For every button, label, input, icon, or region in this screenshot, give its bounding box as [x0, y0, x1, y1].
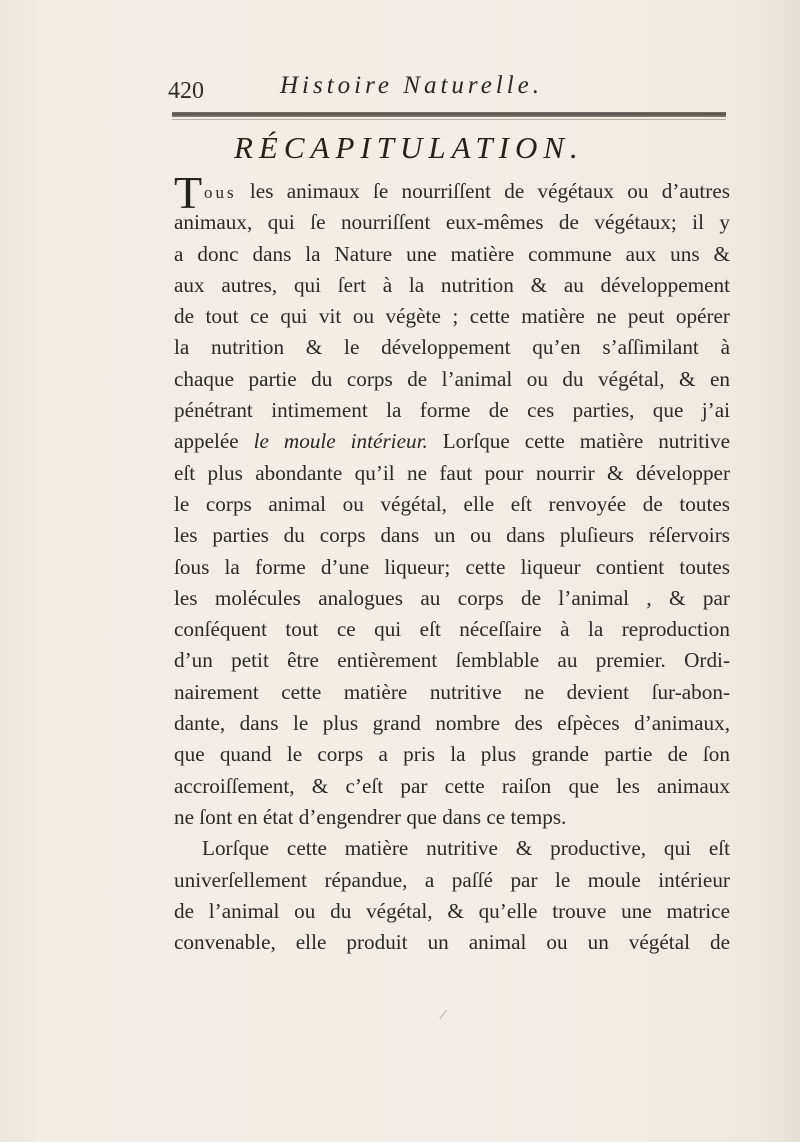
text-line: a donc dans la Nature une matière commune aux uns &	[174, 241, 730, 266]
body-text	[174, 176, 730, 958]
header-rule	[172, 112, 726, 117]
drop-cap: T	[174, 167, 203, 218]
section-title: RÉCAPITULATION.	[234, 130, 584, 165]
text-line: animaux, qui ſe nourriſſent eux-mêmes de végétaux; il y	[174, 210, 730, 235]
text-line: eſt plus abondante qu’il ne faut pour nourrir & développer	[174, 460, 730, 485]
text-line: de l’animal ou du végétal, & qu’elle trouve une matrice	[174, 898, 730, 923]
page-number: 420	[168, 78, 204, 104]
text-line: ous les animaux ſe nourriſſent de végétaux ou d’autres	[204, 179, 730, 203]
text-line: les molécules analogues au corps de l’animal , & par	[174, 585, 730, 610]
text-line: de tout ce qui vit ou végète ; cette matière ne peut opérer	[174, 304, 730, 329]
footer-mark: ⁄	[442, 1008, 445, 1023]
text-line: convenable, elle produit un animal ou un végétal de	[174, 930, 730, 955]
text-line: le corps animal ou végétal, elle eſt renvoyée de toutes	[174, 491, 730, 516]
text-line: dante, dans le plus grand nombre des eſpèces d’animaux,	[174, 711, 730, 736]
text-line: aux autres, qui ſert à la nutrition & au développement	[174, 272, 730, 297]
drop-cap-continuation: ous	[204, 183, 237, 202]
page-header	[168, 72, 728, 112]
text-line: conſéquent tout ce qui eſt néceſſaire à la reproduction	[174, 617, 730, 642]
text-line: la nutrition & le développement qu’en s’aſſimilant à	[174, 335, 730, 360]
text-line: accroiſſement, & c’eſt par cette raiſon que les animaux	[174, 773, 730, 798]
text-line: les parties du corps dans un ou dans pluſieurs réſervoirs	[174, 523, 730, 548]
text-line: que quand le corps a pris la plus grande partie de ſon	[174, 742, 730, 767]
text-line: univerſellement répandue, a paſſé par le moule intérieur	[174, 867, 730, 892]
text-line: ne ſont en état d’engendrer que dans ce temps.	[174, 804, 567, 829]
text-line: chaque partie du corps de l’animal ou du végétal, & en	[174, 366, 730, 391]
italic-term: le moule intérieur.	[253, 429, 428, 454]
text-line: d’un petit être entièrement ſemblable au premier. Ordi-	[174, 648, 730, 673]
text-line: Lorſque cette matière nutritive & productive, qui eſt	[202, 836, 730, 861]
text-line: ſous la forme d’une liqueur; cette liqueur contient toutes	[174, 554, 730, 579]
text-line: pénétrant intimement la forme de ces parties, que j’ai	[174, 398, 730, 423]
text-line: appelée le moule intérieur. Lorſque cette matière nutritive	[174, 429, 730, 454]
running-title: Histoire Naturelle.	[280, 72, 544, 99]
text-line: nairement cette matière nutritive ne devient ſur-abon-	[174, 679, 730, 704]
header-rule-thin	[172, 119, 726, 120]
